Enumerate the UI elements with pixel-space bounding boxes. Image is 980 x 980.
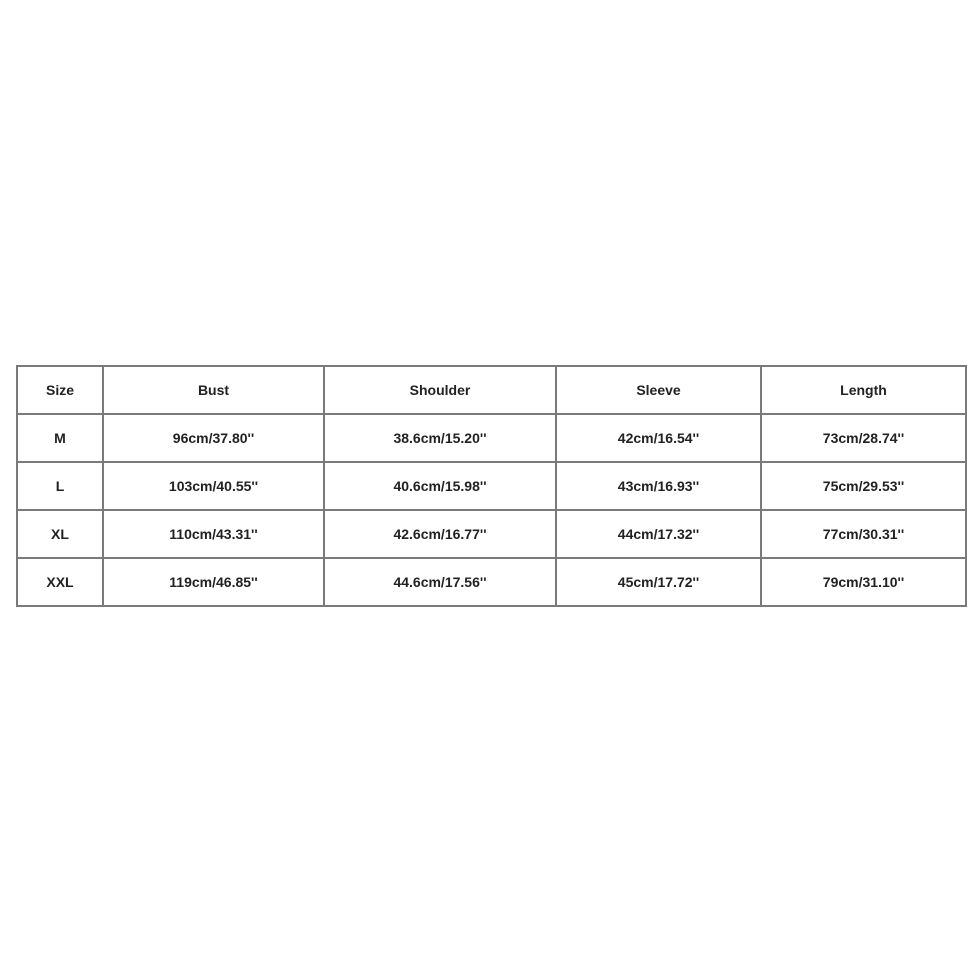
cell-length: 79cm/31.10'' <box>761 558 966 606</box>
table-row <box>17 558 966 606</box>
header-row <box>17 366 966 414</box>
cell-bust: 96cm/37.80'' <box>103 414 324 462</box>
cell-size: XL <box>17 510 103 558</box>
header-size: Size <box>17 366 103 414</box>
cell-length: 73cm/28.74'' <box>761 414 966 462</box>
cell-shoulder: 40.6cm/15.98'' <box>324 462 556 510</box>
cell-size: XXL <box>17 558 103 606</box>
cell-length: 75cm/29.53'' <box>761 462 966 510</box>
size-chart-body <box>17 414 966 606</box>
cell-sleeve: 42cm/16.54'' <box>556 414 761 462</box>
cell-sleeve: 43cm/16.93'' <box>556 462 761 510</box>
cell-sleeve: 44cm/17.32'' <box>556 510 761 558</box>
cell-bust: 119cm/46.85'' <box>103 558 324 606</box>
header-length: Length <box>761 366 966 414</box>
cell-size: L <box>17 462 103 510</box>
table-row <box>17 414 966 462</box>
table-row <box>17 462 966 510</box>
cell-size: M <box>17 414 103 462</box>
header-sleeve: Sleeve <box>556 366 761 414</box>
header-bust: Bust <box>103 366 324 414</box>
table-row <box>17 510 966 558</box>
cell-shoulder: 38.6cm/15.20'' <box>324 414 556 462</box>
cell-bust: 110cm/43.31'' <box>103 510 324 558</box>
cell-shoulder: 44.6cm/17.56'' <box>324 558 556 606</box>
cell-shoulder: 42.6cm/16.77'' <box>324 510 556 558</box>
cell-sleeve: 45cm/17.72'' <box>556 558 761 606</box>
size-chart-table <box>16 365 967 607</box>
cell-bust: 103cm/40.55'' <box>103 462 324 510</box>
cell-length: 77cm/30.31'' <box>761 510 966 558</box>
header-shoulder: Shoulder <box>324 366 556 414</box>
size-chart-header <box>17 366 966 414</box>
